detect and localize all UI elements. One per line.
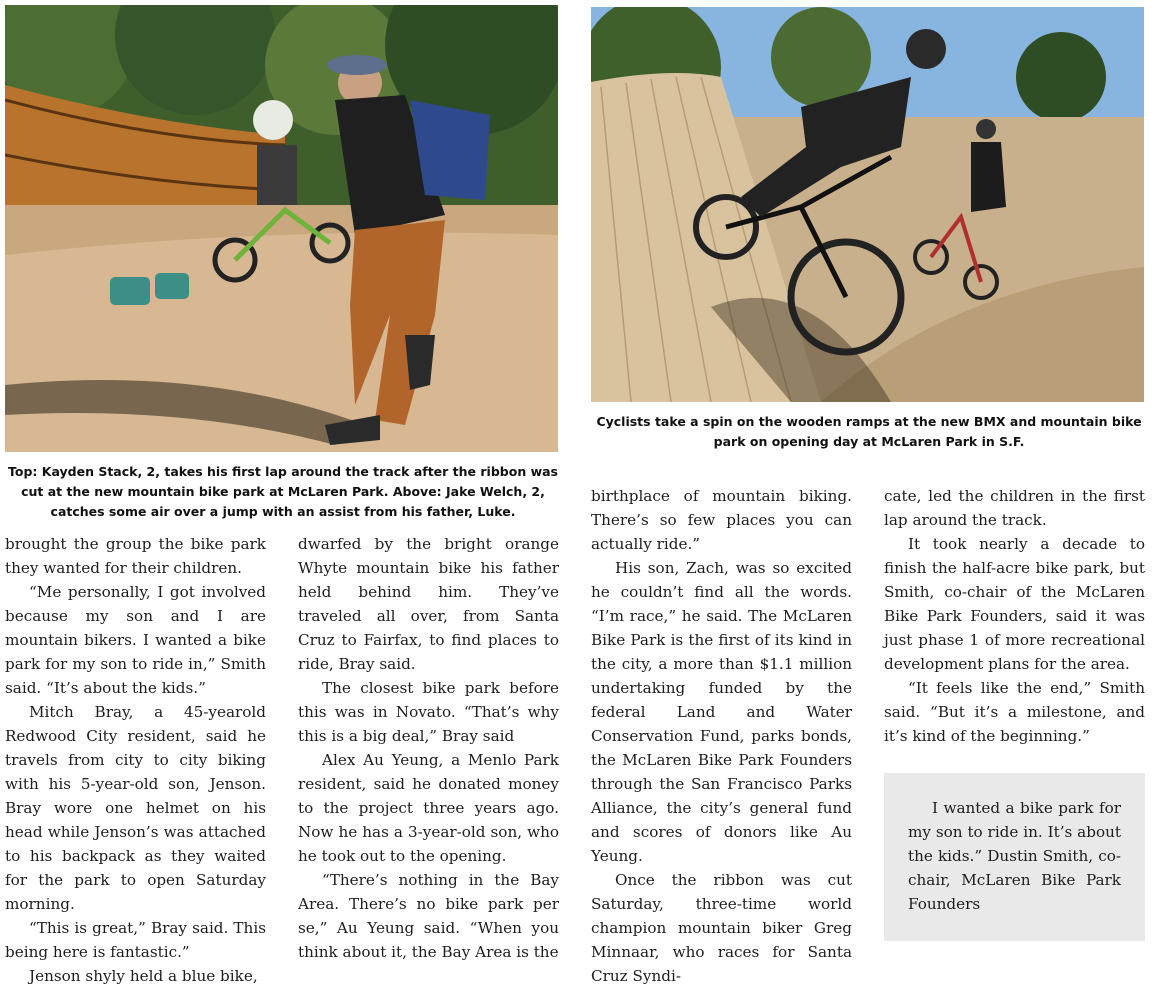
paragraph: The closest bike park before this was in Novato. “That’s why this is a big deal,” Bray said — [298, 679, 559, 745]
paragraph: cate, led the children in the first lap around the track. — [884, 487, 1145, 529]
pull-quote — [884, 773, 1145, 941]
paragraph: His son, Zach, was so excited he couldn’t find all the words. “I’m race,” he said. The McLaren Bike Park is the first of its kind in the city, a more than $1.1 million undertaking funded by the federal Land and Water Conservation Fund, parks bonds, the McLaren Bike Park Founders through the San Francisco Parks Alliance, the city’s general fund and scores of donors like Au Yeung. — [591, 559, 852, 865]
photo-left-illustration — [5, 5, 558, 452]
paragraph: “Me personally, I got involved because my son and I are mountain bikers. I wanted a bike park for my son to ride in,” Smith said. “It’s about the kids.” — [5, 583, 266, 697]
photo-left — [5, 5, 558, 452]
paragraph: brought the group the bike park they wanted for their children. — [5, 535, 266, 577]
paragraph: dwarfed by the bright orange Whyte mountain bike his father held behind him. They’ve traveled all over, from Santa Cruz to Fairfax, to find places to ride, Bray said. — [298, 535, 559, 673]
article-column-2 — [298, 532, 559, 964]
paragraph: Mitch Bray, a 45-yearold Redwood City resident, said he travels from city to city biking with his 5-year-old son, Jenson. Bray wore one helmet on his head while Jenson’s was attached to his backpack as they waited for the park to open Saturday morning. — [5, 703, 266, 913]
paragraph: Jenson shyly held a blue bike, — [29, 967, 258, 985]
paragraph: “It feels like the end,” Smith said. “But it’s a milestone, and it’s kind of the beginning.” — [884, 679, 1145, 745]
paragraph: It took nearly a decade to finish the half-acre bike park, but Smith, co-chair of the McLaren Bike Park Founders, said it was just phase 1 of more recreational development plans for the area. — [884, 535, 1145, 673]
article-column-4 — [884, 484, 1145, 748]
photo-left-caption: Top: Kayden Stack, 2, takes his first lap around the track after the ribbon was cut at the new mountain bike park at McLaren Park. Above: Jake Welch, 2, catches some air over a jump with an assist from his father, Luke. — [8, 464, 558, 519]
paragraph: Alex Au Yeung, a Menlo Park resident, said he donated money to the project three years ago. Now he has a 3-year-old son, who he took out to the opening. — [298, 751, 559, 865]
photo-right-illustration — [591, 7, 1144, 402]
article-column-3 — [591, 484, 852, 988]
article-column-1 — [5, 532, 266, 988]
paragraph: “There’s nothing in the Bay Area. There’s no bike park per se,” Au Yeung said. “When you think about it, the Bay Area is the — [298, 871, 559, 961]
pull-quote-text: I wanted a bike park for my son to ride in. It’s about the kids.” Dustin Smith, co-chair, McLaren Bike Park Founders — [908, 799, 1121, 913]
paragraph: Once the ribbon was cut Saturday, three-time world champion mountain biker Greg Minnaar, who races for Santa Cruz Syndi- — [591, 871, 852, 985]
paragraph: “This is great,” Bray said. This being here is fantastic.” — [5, 919, 266, 961]
photo-right-caption: Cyclists take a spin on the wooden ramps at the new BMX and mountain bike park on opening day at McLaren Park in S.F. — [596, 414, 1142, 449]
paragraph: birthplace of mountain biking. There’s so few places you can actually ride.” — [591, 487, 852, 553]
photo-right — [591, 7, 1144, 402]
